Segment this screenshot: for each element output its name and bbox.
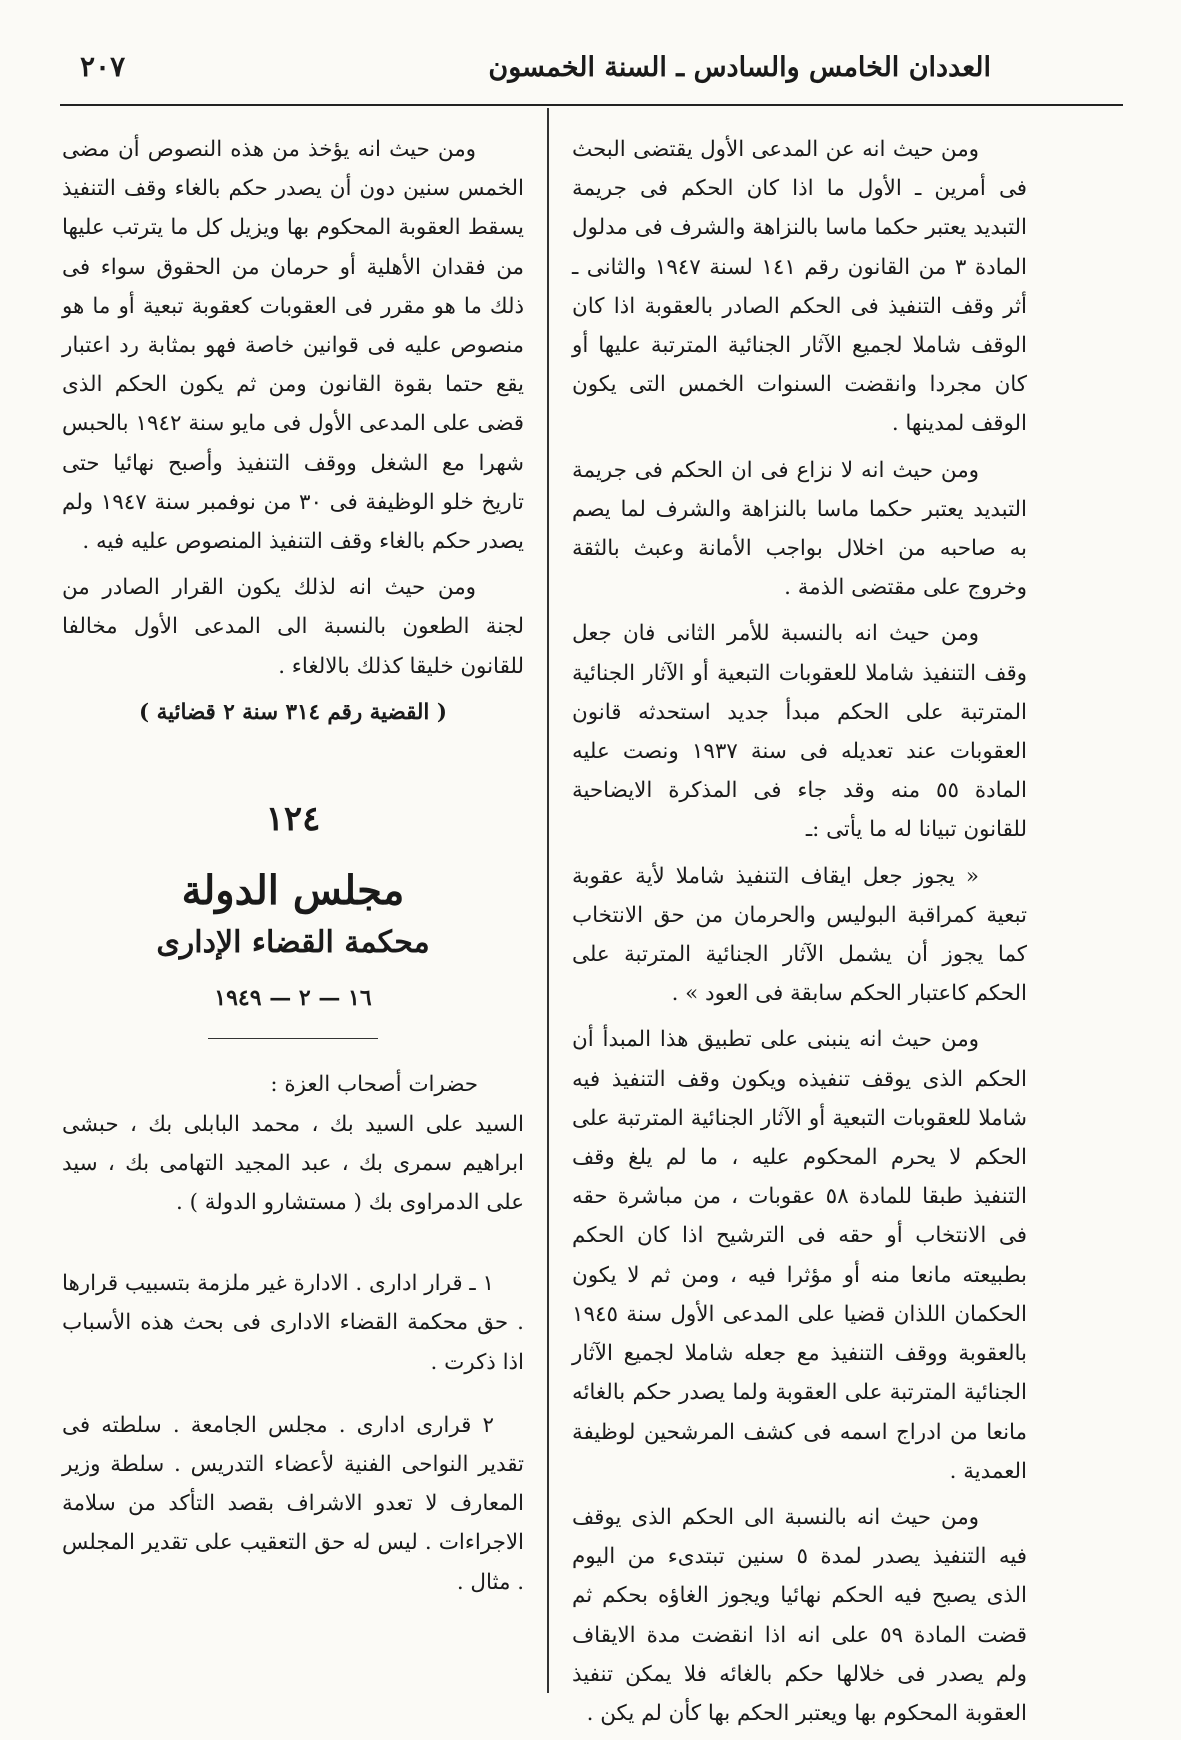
running-title: العددان الخامس والسادس ـ السنة الخمسون (488, 52, 991, 83)
decision-date: ١٦ — ٢ — ١٩٤٩ (214, 985, 372, 1012)
paragraph: ومن حيث انه لذلك يكون القرار الصادر من لجنة الطعون بالنسبة الى المدعى الأول مخالفا للقانون خليقا كذلك بالالغاء . (62, 575, 524, 679)
abstract-item: ٢ قرارى ادارى . مجلس الجامعة . سلطته فى تقدير النواحى الفنية لأعضاء التدريس . سلطة وزير المعارف لا تعدو الاشراف بقصد التأكد من سلامة الاجراءات . ليس له حق التعقيب على تقدير المجلس . مثال . (62, 1412, 524, 1595)
header-divider (60, 104, 1123, 106)
paragraph: ومن حيث انه لا نزاع فى ان الحكم فى جريمة التبديد يعتبر حكما ماسا بالنزاهة والشرف لما يصم به صاحبه من اخلال بواجب الأمانة وعبث بالثقة وخروج على مقتضى الذمة . (572, 457, 1027, 601)
case-reference: ( القضية رقم ٣١٤ سنة ٢ قضائية ) (139, 699, 447, 725)
quoted-paragraph: « يجوز جعل ايقاف التنفيذ شاملا لأية عقوبة تبعية كمراقبة البوليس والحرمان من حق الانتخاب كما يجوز أن يشمل الآثار الجنائية المترتبة على الحكم كاعتبار الحكم سابقة فى العود » . (572, 863, 1027, 1007)
members-title: حضرات أصحاب العزة : (270, 1072, 478, 1098)
members-list: السيد على السيد بك ، محمد البابلى بك ، حبشى ابراهيم سمرى بك ، عبد المجيد التهامى بك ، سيد على الدمراوى بك ( مستشارو الدولة ) . (62, 1111, 524, 1216)
right-column (572, 130, 1027, 1740)
court-name: مجلس الدولة (181, 867, 405, 915)
page-header (60, 48, 1121, 98)
date-underline (208, 1038, 378, 1039)
paragraph: ومن حيث انه بالنسبة للأمر الثانى فان جعل وقف التنفيذ شاملا للعقوبات التبعية أو الآثار الجنائية المترتبة على الحكم مبدأ جديد استحدثه قانون العقوبات عند تعديله فى سنة ١٩٣٧ ونصت عليه المادة ٥٥ منه وقد جاء فى المذكرة الايضاحية للقانون تبيانا له ما يأتى :ـ (572, 621, 1027, 843)
case-number: ١٢٤ (265, 799, 321, 840)
paragraph: ومن حيث انه ينبنى على تطبيق هذا المبدأ أن الحكم الذى يوقف تنفيذه ويكون وقف التنفيذ فيه شاملا للعقوبات التبعية أو الآثار الجنائية المترتبة على الحكم لا يحرم المحكوم عليه ، ما لم يلغ وقف التنفيذ طبقا للمادة ٥٨ عقوبات ، من مباشرة حقه فى الانتخاب أو حقه فى الترشيح اذا كان الحكم بطبيعته مانعا منه أو مؤثرا فيه ، ومن ثم لا يكون الحكمان اللذان قضيا على المدعى الأول سنة ١٩٤٥ بالعقوبة ووقف التنفيذ مع جعله شاملا لجميع الآثار الجنائية المترتبة على العقوبة ولما يصدر حكم بالغائه مانعا من ادراج اسمه فى كشف المرشحين لوظيفة العمدية . (572, 1027, 1028, 1484)
paragraph: ومن حيث انه بالنسبة الى الحكم الذى يوقف فيه التنفيذ يصدر لمدة ٥ سنين تبتدىء من اليوم الذى يصبح فيه الحكم نهائيا ويجوز الغاؤه بحكم ثم قضت المادة ٥٩ على انه اذا انقضت مدة الايقاف ولم يصدر فى خلالها حكم بالغائه فلا يمكن تنفيذ العقوبة المحكوم بها ويعتبر الحكم بها كأن لم يكن . (572, 1504, 1027, 1726)
column-divider (547, 108, 549, 1693)
left-column (62, 130, 524, 1626)
page-number: ٢٠٧ (80, 50, 126, 83)
abstract-item: ١ ـ قرار ادارى . الادارة غير ملزمة بتسبيب قرارها . حق محكمة القضاء الادارى فى بحث هذه الأسباب اذا ذكرت . (62, 1271, 524, 1375)
paragraph: ومن حيث انه يؤخذ من هذه النصوص أن مضى الخمس سنين دون أن يصدر حكم بالغاء وقف التنفيذ يسقط العقوبة المحكوم بها ويزيل كل ما يترتب عليها من فقدان الأهلية أو حرمان من الحقوق سواء فى ذلك ما هو مقرر فى العقوبات كعقوبة تبعية أو ما هو منصوص عليه فى قوانين خاصة فهو بمثابة رد اعتبار يقع حتما بقوة القانون ومن ثم يكون الحكم الذى قضى على المدعى الأول فى مايو سنة ١٩٤٢ بالحبس شهرا مع الشغل ووقف التنفيذ وأصبح نهائيا حتى تاريخ خلو الوظيفة فى ٣٠ من نوفمبر سنة ١٩٤٧ ولم يصدر حكم بالغاء وقف التنفيذ المنصوص عليه فيه . (62, 137, 525, 555)
chamber-name: محكمة القضاء الإدارى (156, 925, 430, 961)
paragraph: ومن حيث انه عن المدعى الأول يقتضى البحث فى أمرين ـ الأول ما اذا كان الحكم فى جريمة التبديد يعتبر حكما ماسا بالنزاهة والشرف فى مدلول المادة ٣ من القانون رقم ١٤١ لسنة ١٩٤٧ والثانى ـ أثر وقف التنفيذ فى الحكم الصادر بالعقوبة اذا كان الوقف شاملا لجميع الآثار الجنائية المترتبة عليها أو كان مجردا وانقضت السنوات الخمس التى يكون الوقف لمدينها . (572, 137, 1027, 437)
